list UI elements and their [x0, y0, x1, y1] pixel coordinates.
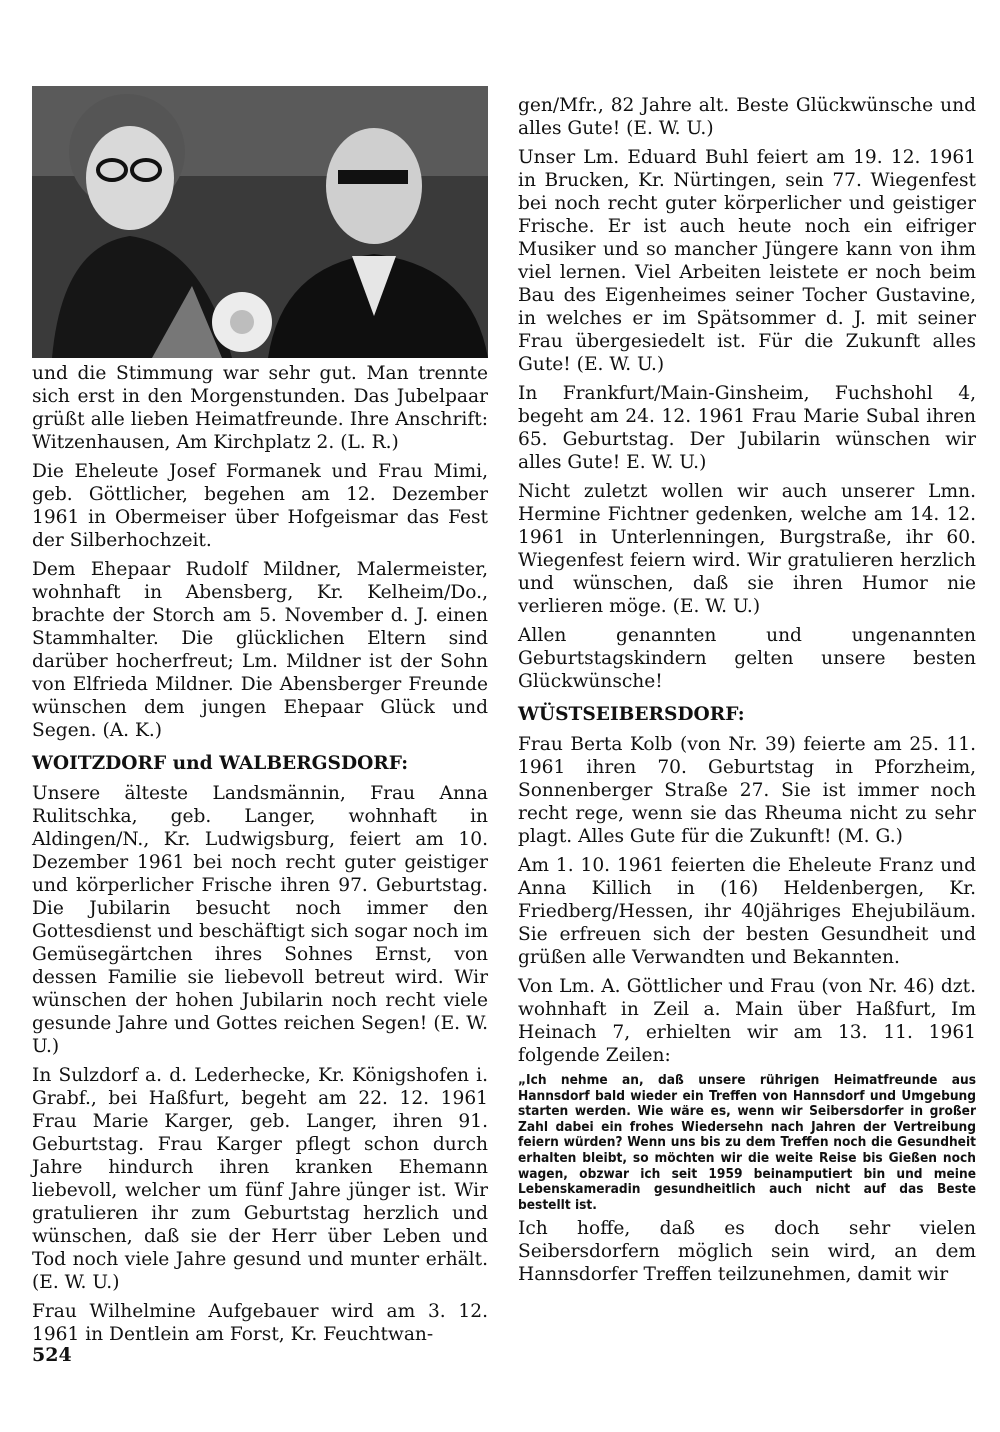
paragraph: gen/Mfr., 82 Jahre alt. Beste Glückwünsche und alles Gute! (E. W. U.) [518, 95, 976, 139]
paragraph: Dem Ehepaar Rudolf Mildner, Malermeister, wohnhaft in Abensberg, Kr. Kelheim/Do., brachte der Storch am 5. November d. J. einen Stammhalter. Die glücklichen Eltern sind darüber hocherfreut; Lm. Mildner ist der Sohn von Elfrieda Mildner. Die Abensberger Freunde wünschen dem jungen Ehepaar Glück und Segen. (A. K.) [32, 559, 488, 741]
paragraph: Frau Wilhelmine Aufgebauer wird am 3. 12. 1961 in Dentlein am Forst, Kr. Feuchtwan- [32, 1301, 488, 1345]
paragraph: Unsere älteste Landsmännin, Frau Anna Rulitschka, geb. Langer, wohnhaft in Aldingen/N., Kr. Ludwigsburg, feiert am 10. Dezember 1961 bei noch recht guter geistiger und körperlicher Frische ihren 97. Geburtstag. Die Jubilarin besucht noch immer den Gottesdienst und beschäftigt sich sogar noch im Gemüsegärtchen ihres Sohnes Ernst, von dessen Familie sie liebevoll betreut wird. Wir wünschen der hohen Jubilarin noch recht viele gesunde Jahre und Gottes reichen Segen! (E. W. U.) [32, 783, 488, 1057]
paragraph: Allen genannten und ungenannten Geburtstagskindern gelten unsere besten Glückwünsche! [518, 625, 976, 692]
paragraph: und die Stimmung war sehr gut. Man trennte sich erst in den Morgenstunden. Das Jubelpaar grüßt alle lieben Heimatfreunde. Ihre Anschrift: Witzenhausen, Am Kirchplatz 2. (L. R.) [32, 363, 488, 453]
right-column [518, 94, 976, 1292]
paragraph: Ich hoffe, daß es doch sehr vielen Seibersdorfern möglich sein wird, an dem Hannsdorfer Treffen teilzunehmen, damit wir [518, 1218, 976, 1286]
paragraph: In Frankfurt/Main-Ginsheim, Fuchshohl 4, begeht am 24. 12. 1961 Frau Marie Subal ihren 65. Geburtstag. Der Jubilarin wünschen wir alles Gute! E. W. U.) [518, 383, 976, 473]
paragraph: Die Eheleute Josef Formanek und Frau Mimi, geb. Göttlicher, begehen am 12. Dezember 1961 in Obermeiser über Hofgeismar das Fest der Silberhochzeit. [32, 461, 488, 551]
paragraph: Am 1. 10. 1961 feierten die Eheleute Franz und Anna Killich in (16) Heldenbergen, Kr. Friedberg/Hessen, ihr 40jähriges Ehejubiläum. Sie erfreuen sich der besten Gesundheit und grüßen alle Verwandten und Bekannten. [518, 855, 976, 968]
paragraph: In Sulzdorf a. d. Lederhecke, Kr. Königshofen i. Grabf., bei Haßfurt, begeht am 22. 12. 1961 Frau Marie Karger, geb. Langer, ihren 91. Geburtstag. Frau Karger pflegt schon durch Jahre hindurch ihren kranken Ehemann liebevoll, welcher um fünf Jahre jünger ist. Wir gratulieren ihr zum Geburtstag herzlich und wünschen, daß sie der Herr über Leben und Tod noch viele Jahre gesund und munter erhält. (E. W. U.) [32, 1065, 488, 1293]
page-number: 524 [32, 1344, 72, 1366]
section-heading: WOITZDORF und WALBERGSDORF: [32, 753, 409, 774]
paragraph: Frau Berta Kolb (von Nr. 39) feierte am 25. 11. 1961 ihren 70. Geburtstag in Pforzheim, Sonnenberger Straße 27. Sie ist immer noch recht rege, wenn sie das Rheuma nicht zu sehr plagt. Alles Gute für die Zukunft! (M. G.) [518, 734, 976, 847]
paragraph: Von Lm. A. Göttlicher und Frau (von Nr. 46) dzt. wohnhaft in Zeil a. Main über Haßfurt, Im Heinach 7, erhielten wir am 13. 11. 1961 folgende Zeilen: [518, 976, 976, 1066]
quoted-letter: „Ich nehme an, daß unsere rührigen Heimatfreunde aus Hannsdorf bald wieder ein Treffen von Hannsdorf und Umgebung starten werden. Wie wäre es, wenn wir Seibersdorfer in großer Zahl dabei ein frohes Wiedersehn nach Jahren der Vertreibung feiern würden? Wenn uns bis zu dem Treffen noch die Gesundheit erhalten bleibt, so möchten wir die weite Reise bis Gießen noch wagen, obzwar ich seit 1959 beinamputiert bin und meine Lebenskameradin gesundheitlich auch nicht auf das Beste bestellt ist. [518, 1072, 976, 1213]
paragraph: Nicht zuletzt wollen wir auch unserer Lmn. Hermine Fichtner gedenken, welche am 14. 12. 1961 in Unterlenningen, Burgstraße, ihr 60. Wiegenfest feiern wird. Wir gratulieren herzlich und wünschen, daß sie ihren Humor nie verlieren möge. (E. W. U.) [518, 481, 976, 617]
couple-photo [32, 86, 488, 358]
left-column [32, 362, 488, 1352]
section-heading: WÜSTSEIBERSDORF: [518, 704, 745, 725]
photo-image [32, 86, 488, 358]
paragraph: Unser Lm. Eduard Buhl feiert am 19. 12. 1961 in Brucken, Kr. Nürtingen, sein 77. Wiegenfest bei noch recht guter körperlicher und geistiger Frische. Er ist auch heute noch ein eifriger Musiker und so mancher Jüngere kann von ihm viel lernen. Viel Arbeiten leistete er noch beim Bau des Eigenheimes seiner Tocher Gustavine, in welches er im Spätsommer d. J. mit seiner Frau übergesiedelt ist. Für die Zukunft alles Gute! (E. W. U.) [518, 147, 976, 375]
